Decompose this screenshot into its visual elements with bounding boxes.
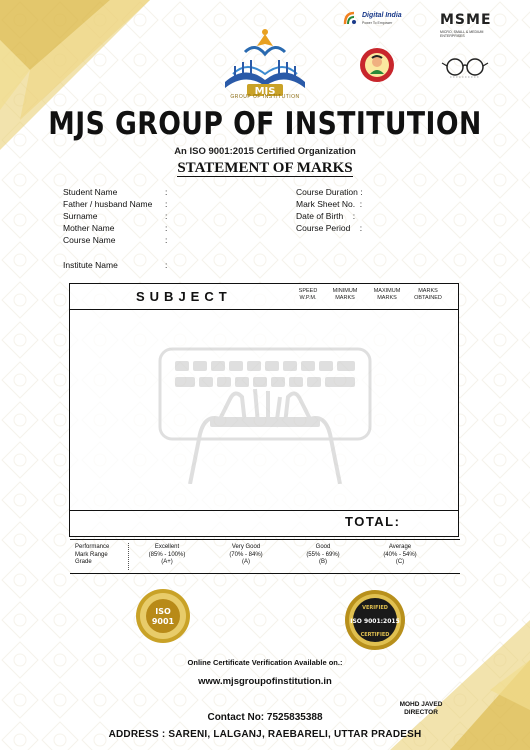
row-label-mark-range: Mark Range: [75, 551, 108, 558]
verification-note: Online Certificate Verification Available on.:: [187, 658, 343, 667]
iso-verified-gold-seal: [343, 588, 407, 652]
swachh-bharat-glasses-icon: [440, 55, 490, 81]
grade-letter: (B): [319, 559, 327, 565]
col-minimum-marks: MINIMUM MARKS: [332, 288, 358, 301]
address-line: ADDRESS : SARENI, LALGANJ, RAEBARELI, UTTAR PRADESH: [108, 729, 422, 740]
mjs-book-logo: [215, 24, 315, 102]
field-student-name: [63, 187, 168, 199]
red-emblem-icon: [358, 46, 396, 84]
director-name: MOHD JAVED: [399, 701, 443, 708]
col-speed: SPEED W.P.M.: [298, 288, 318, 301]
field-surname: [63, 211, 168, 223]
field-label: Surname: [63, 211, 98, 221]
iso-certification-line: An ISO 9001:2015 Certified Organization: [174, 146, 356, 157]
logo-tagline: GROUP OF INSTITUTION: [230, 94, 300, 100]
seal-verified-text: VERIFIED: [362, 605, 388, 611]
grade-name: Average: [388, 544, 412, 550]
field-label: Mark Sheet No.: [296, 199, 356, 209]
digital-india-label: Digital India: [362, 12, 402, 19]
grade-letter: (C): [395, 559, 405, 565]
field-colon: :: [165, 235, 168, 245]
digital-india-sub: Power To Empower: [362, 21, 393, 25]
grade-range: (85% - 100%): [148, 551, 186, 558]
field-label: Course Name: [63, 235, 116, 245]
field-father-name: [63, 199, 168, 211]
field-colon: :: [359, 223, 363, 233]
field-colon: :: [352, 211, 356, 221]
field-colon: :: [165, 223, 168, 233]
grade-letter: (A): [242, 559, 250, 565]
row-label-grade: Grade: [75, 559, 92, 565]
field-institute-name: [63, 260, 168, 270]
grade-name: Very Good: [231, 544, 261, 550]
field-label: Date of Birth: [296, 211, 344, 221]
logo-brand-text: MJS: [254, 86, 276, 97]
iso-9001-gold-seal: [134, 587, 192, 645]
field-course-period: [296, 223, 363, 235]
msme-logo: MSME: [440, 12, 492, 28]
col-marks-obtained: MARKS OBTAINED: [414, 288, 442, 301]
typing-keyboard-watermark: [150, 339, 380, 484]
field-colon: :: [165, 260, 168, 270]
contact-number: Contact No: 7525835388: [207, 712, 323, 723]
student-fields-right: [296, 187, 363, 235]
grade-excellent: [127, 544, 207, 567]
grade-letter: (A+): [161, 559, 173, 565]
total-divider: [70, 510, 458, 511]
seal-certified-text: CERTIFIED: [360, 632, 390, 638]
website-link[interactable]: www.mjsgroupofinstitution.in: [198, 676, 332, 687]
field-course-name: [63, 235, 168, 247]
col-maximum-marks: MAXIMUM MARKS: [373, 288, 401, 301]
student-fields-left: [63, 187, 168, 247]
digital-india-icon: [342, 10, 360, 26]
grade-range: (55% - 69%): [306, 551, 340, 558]
seal-iso-number-text: ISO 9001:2015: [350, 618, 400, 625]
statement-heading: [0, 160, 530, 177]
seal-iso-text: ISO: [155, 607, 171, 616]
field-label: Student Name: [63, 187, 118, 197]
field-mother-name: [63, 223, 168, 235]
field-colon: :: [360, 187, 363, 197]
field-label: Father / husband Name: [63, 199, 153, 209]
grade-good: [283, 544, 363, 567]
marks-table: [69, 283, 459, 537]
field-label: Institute Name: [63, 260, 118, 270]
marks-table-header: [70, 284, 458, 310]
field-dob: [296, 211, 363, 223]
grade-range: (40% - 54%): [383, 551, 417, 558]
grade-very-good: [206, 544, 286, 567]
grade-row-labels: [75, 544, 109, 567]
field-colon: :: [165, 199, 168, 209]
institution-title: MJS GROUP OF INSTITUTION: [48, 106, 482, 142]
field-label: Mother Name: [63, 223, 115, 233]
statement-text: STATEMENT OF MARKS: [177, 160, 353, 176]
field-label: Course Duration: [296, 187, 358, 197]
msme-sub: MICRO, SMALL & MEDIUM ENTERPRISES: [440, 30, 484, 38]
total-label: TOTAL:: [345, 514, 401, 529]
field-colon: :: [165, 211, 168, 221]
row-label-performance: Performance: [75, 544, 110, 550]
field-label: Course Period: [296, 223, 351, 233]
grade-range: (70% - 84%): [229, 551, 263, 558]
field-colon: :: [165, 187, 168, 197]
field-marksheet-no: [296, 199, 363, 211]
director-title: DIRECTOR: [404, 709, 438, 716]
seal-number-text: 9001: [151, 617, 175, 626]
grade-name: Excellent: [154, 544, 180, 550]
field-course-duration: [296, 187, 363, 199]
grade-legend: [70, 541, 460, 573]
grade-name: Good: [315, 544, 331, 550]
subject-heading: SUBJECT: [136, 289, 232, 304]
field-colon: :: [359, 199, 363, 209]
grade-average: [360, 544, 440, 567]
